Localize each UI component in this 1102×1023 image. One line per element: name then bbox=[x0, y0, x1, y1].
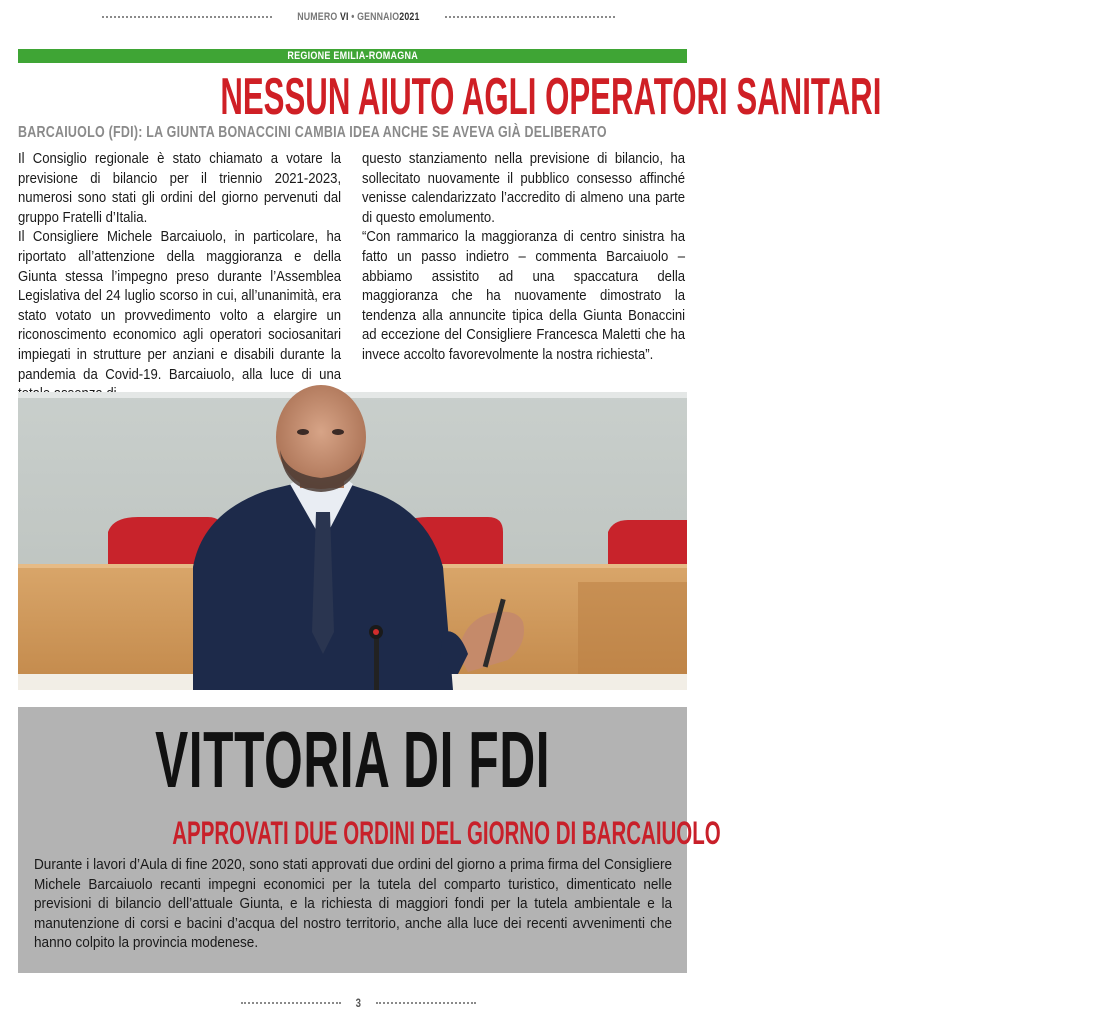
article-column-left bbox=[18, 150, 343, 382]
region-label: REGIONE EMILIA-ROMAGNA bbox=[287, 50, 418, 62]
issue-label: NUMERO bbox=[297, 11, 338, 23]
article-subheadline: BARCAIUOLO (FDI): LA GIUNTA BONACCINI CAMBIA IDEA ANCHE SE AVEVA GIÀ DELIBERATO bbox=[18, 124, 607, 141]
paragraph: questo stanziamento nella previsione di bilancio, ha sollecitato nuovamente il pubblico consesso affinché venisse calendarizzato l’accredito di almeno una parte di questo emolumento. bbox=[362, 151, 686, 226]
issue-month: GENNAIO bbox=[357, 11, 400, 23]
issue-number: VI bbox=[340, 11, 349, 23]
paragraph: Il Consigliere Michele Barcaiuolo, in particolare, ha riportato all’attenzione della maggioranza e della Giunta stessa l’impegno preso durante l’Assemblea Legislativa del 24 luglio scorso in cui, all’unanimità, era stato votato un provvedimento volto a elargire un riconoscimento economico agli operatori sociosanitari impiegati in strutture per anziani e disabili durante la pandemia da Covid-19. Barcaiuolo, alla luce di una bbox=[18, 229, 342, 383]
article-body bbox=[18, 150, 687, 382]
page-footer bbox=[0, 996, 717, 1010]
masthead-divider-left bbox=[102, 16, 272, 18]
page-number: 3 bbox=[355, 996, 362, 1010]
box-title: VITTORIA DI FDI bbox=[154, 715, 551, 804]
article-photo bbox=[18, 392, 687, 690]
box-body: Durante i lavori d’Aula di fine 2020, sono stati approvati due ordini del giorno a prima firma del Consigliere Michele Barcaiuolo recanti impegni economici per la tutela del comparto turistico, dimenticato nelle previsioni di bilancio dell’attuale Giunta, e la richiesta di maggiori fondi per la tutela ambientale e la manutenzione di corsi e bacini d’acqua del nostro territorio, anche alla luce dei recenti avvenimenti che hanno colpito la provincia modenese. bbox=[34, 856, 673, 951]
article-column-right bbox=[362, 150, 687, 382]
highlight-box bbox=[18, 707, 721, 973]
issue-info bbox=[297, 11, 419, 23]
footer-divider-left bbox=[241, 1002, 341, 1004]
issue-separator: • bbox=[351, 11, 355, 23]
masthead-divider-right bbox=[445, 16, 615, 18]
footer-divider-right bbox=[376, 1002, 476, 1004]
box-subtitle: APPROVATI DUE ORDINI DEL GIORNO DI BARCAIUOLO bbox=[172, 815, 721, 851]
masthead bbox=[0, 7, 717, 27]
paragraph: Il Consiglio regionale è stato chiamato a votare la previsione di bilancio per il triennio 2021-2023, numerosi sono stati gli ordini del giorno pervenuti dal gruppo Fratelli d’Italia. bbox=[18, 151, 342, 226]
article-headline: NESSUN AIUTO AGLI OPERATORI SANITARI bbox=[220, 68, 882, 126]
paragraph: “Con rammarico la maggioranza di centro sinistra ha fatto un passo indietro – commenta Barcaiuolo –abbiamo assistito ad una spaccatura della maggioranza che ha nuovamente dimostrato la tendenza alla annuncite tipica della Giunta Bonaccini ad eccezione del Consigliere Francesca Maletti che ha invece accolto favorevolmente la nostra richiesta”. bbox=[362, 229, 686, 363]
region-bar bbox=[18, 49, 687, 63]
issue-year: 2021 bbox=[399, 11, 420, 23]
